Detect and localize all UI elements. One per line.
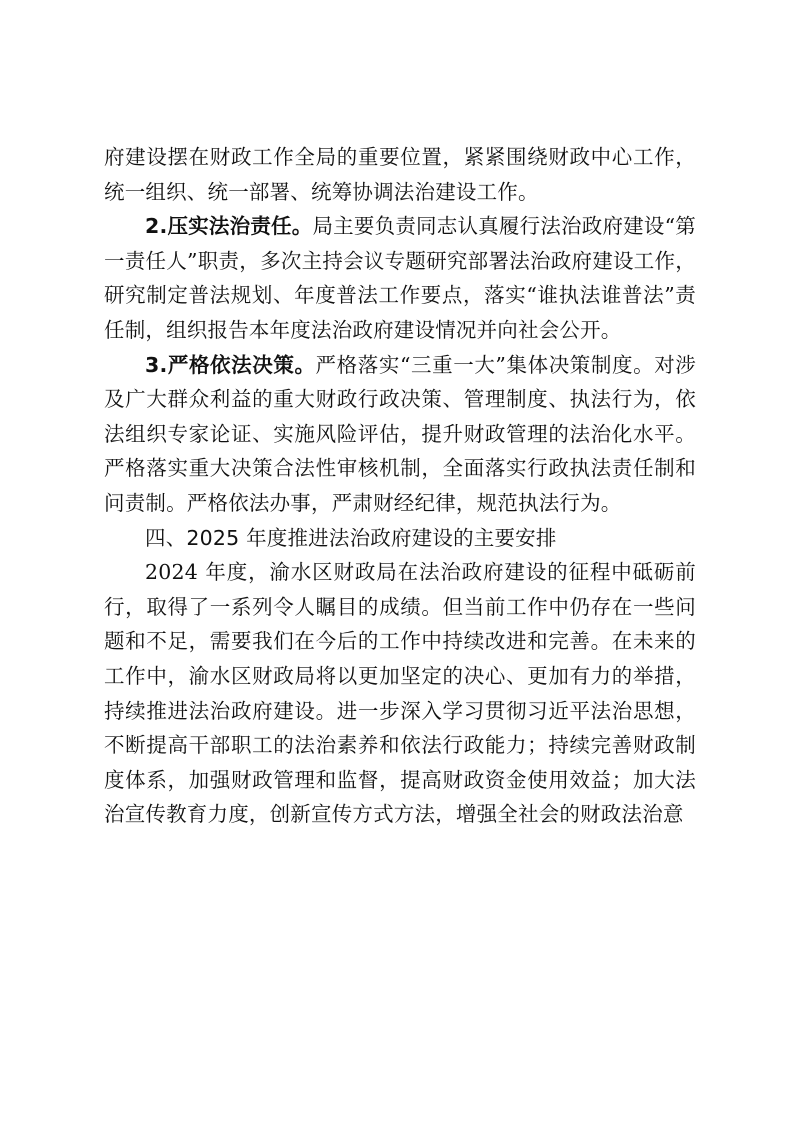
paragraph-text: 局主要负责同志认真履行法治政府建设“第一责任人”职责，多次主持会议专题研究部署法治政府建设工作，研究制定普法规划、年度普法工作要点，落实“谁执法谁普法”责任制，组织报告本年度法治政府建设情况并向社会公开。 <box>104 214 696 342</box>
paragraph-responsibility <box>104 209 696 347</box>
paragraph-text: 府建设摆在财政工作全局的重要位置，紧紧围绕财政中心工作，统一组织、统一部署、统筹协调法治建设工作。 <box>104 145 696 204</box>
paragraph-decision <box>104 348 696 521</box>
section-heading: 四、2025 年度推进法治政府建设的主要安排 <box>145 525 557 550</box>
paragraph-text: 严格落实“三重一大”集体决策制度。对涉及广大群众利益的重大财政行政决策、管理制度、执法行为，依法组织专家论证、实施风险评估，提升财政管理的法治化水平。严格落实重大决策合法性审核机制，全面落实行政执法责任制和问责制。严格依法办事，严肃财经纪律，规范执法行为。 <box>104 352 696 515</box>
paragraph-lead-heading: 3.严格依法决策。 <box>145 352 316 377</box>
paragraph-plan <box>104 555 696 832</box>
paragraph-text: 2024 年度，渝水区财政局在法治政府建设的征程中砥砺前行，取得了一系列令人瞩目的成绩。但当前工作中仍存在一些问题和不足，需要我们在今后的工作中持续改进和完善。在未来的工作中，渝水区财政局将以更加坚定的决心、更加有力的举措，持续推进法治政府建设。进一步深入学习贯彻习近平法治思想，不断提高干部职工的法治素养和依法行政能力；持续完善财政制度体系，加强财政管理和监督，提高财政资金使用效益；加大法治宣传教育力度，创新宣传方式方法，增强全社会的财政法治意 <box>104 560 696 827</box>
paragraph-continuation <box>104 140 696 209</box>
paragraph-lead-heading: 2.压实法治责任。 <box>145 214 313 239</box>
document-body <box>104 140 696 832</box>
